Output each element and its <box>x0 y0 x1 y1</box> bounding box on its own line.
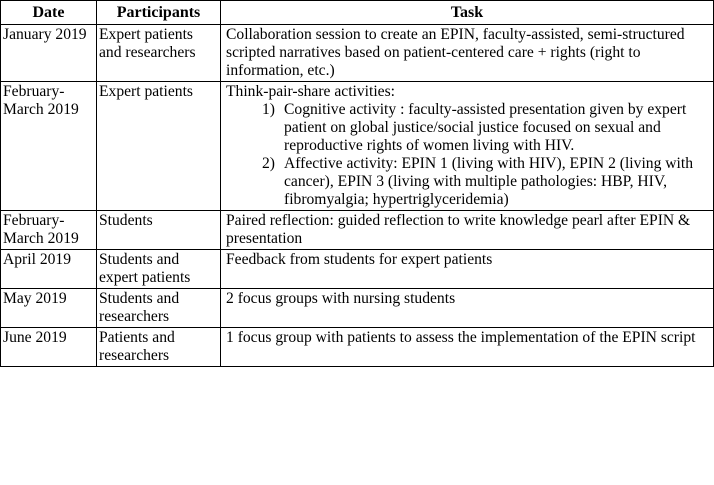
task-cell: Paired reflection: guided reflection to write knowledge pearl after EPIN & presentation <box>221 211 714 250</box>
task-cell <box>221 82 714 211</box>
task-cell: Feedback from students for expert patients <box>221 250 714 289</box>
date-cell: February-March 2019 <box>1 211 97 250</box>
task-cell: Collaboration session to create an EPIN, faculty-assisted, semi-structured scripted narratives based on patient-centered care + rights (right to information, etc.) <box>221 25 714 82</box>
date-cell: February-March 2019 <box>1 82 97 211</box>
participants-cell: Students and researchers <box>97 289 221 328</box>
date-cell: May 2019 <box>1 289 97 328</box>
table-row <box>1 211 714 250</box>
participants-cell: Students and expert patients <box>97 250 221 289</box>
task-item-number: 2) <box>262 155 275 172</box>
date-cell: April 2019 <box>1 250 97 289</box>
header-participants: Participants <box>97 1 221 25</box>
task-list-item <box>226 101 711 155</box>
participants-cell: Students <box>97 211 221 250</box>
task-item-text: Cognitive activity : faculty-assisted presentation given by expert patient on global justice/social justice focused on sexual and reproductive rights of women living with HIV. <box>284 101 687 154</box>
task-cell: 2 focus groups with nursing students <box>221 289 714 328</box>
task-intro: Think-pair-share activities: <box>226 83 395 100</box>
date-cell: June 2019 <box>1 328 97 367</box>
table-row <box>1 25 714 82</box>
table-row <box>1 250 714 289</box>
participants-cell: Expert patients and researchers <box>97 25 221 82</box>
table-row <box>1 82 714 211</box>
table-row <box>1 289 714 328</box>
table-row <box>1 328 714 367</box>
task-list-item <box>226 155 711 209</box>
participants-cell: Expert patients <box>97 82 221 211</box>
task-item-number: 1) <box>262 101 275 118</box>
participants-cell: Patients and researchers <box>97 328 221 367</box>
task-cell: 1 focus group with patients to assess the implementation of the EPIN script <box>221 328 714 367</box>
header-date: Date <box>1 1 97 25</box>
header-task: Task <box>221 1 714 25</box>
task-item-text: Affective activity: EPIN 1 (living with HIV), EPIN 2 (living with cancer), EPIN 3 (living with multiple pathologies: HBP, HIV, fibromyalgia; hypertriglyceridemia) <box>284 155 693 208</box>
header-row <box>1 1 714 25</box>
date-cell: January 2019 <box>1 25 97 82</box>
